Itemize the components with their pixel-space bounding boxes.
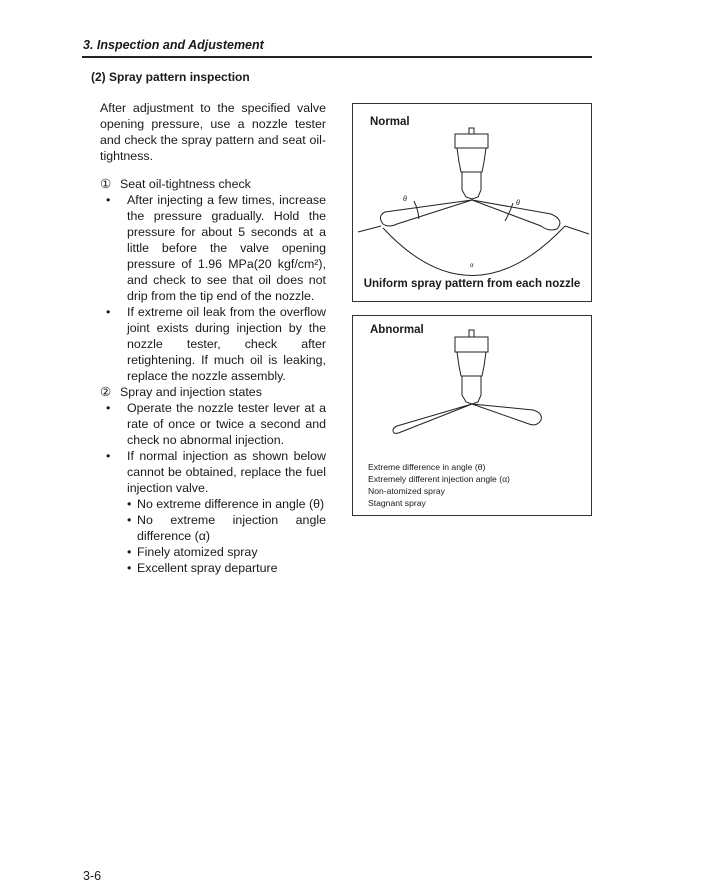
nozzle-body xyxy=(457,148,486,172)
bullet-text: If extreme oil leak from the overflow joint exists during injection by the nozzle tester, check after retightening. If much oil is leaking, replace the nozzle assembly. xyxy=(127,305,326,383)
item-2-bullet-1 xyxy=(106,400,326,448)
bullet-text: After injecting a few times, increase the pressure gradually. Hold the pressure for about 5 seconds at a little before the valve opening pressure of 1.96 MPa(20 kgf/cm²), and check to see that oil does not drip from the tip end of the nozzle. xyxy=(127,193,326,303)
spray-plume-left xyxy=(393,404,472,433)
figure-normal-label: Normal xyxy=(370,116,410,128)
nozzle-cap xyxy=(455,134,488,148)
figure-abnormal-label: Abnormal xyxy=(370,324,424,336)
sub-bullet-text: Excellent spray departure xyxy=(137,561,278,575)
bullet-text: Operate the nozzle tester lever at a rate of once or twice a second and check no abnormal injection. xyxy=(127,401,326,447)
section-rule xyxy=(82,56,592,58)
alpha-arc xyxy=(383,226,565,276)
sub-bullet-1 xyxy=(127,496,326,512)
spray-plume-right xyxy=(472,404,541,425)
normal-spray-diagram xyxy=(353,104,593,303)
nozzle-body xyxy=(457,352,486,376)
item-2-number: ② xyxy=(100,385,112,399)
section-title: 3. Inspection and Adjustement xyxy=(83,38,264,52)
sub-bullet-2 xyxy=(127,512,326,544)
alpha-label: α xyxy=(470,263,474,269)
intro-paragraph: After adjustment to the specified valve opening pressure, use a nozzle tester and check the spray pattern and seat oil-tightness. xyxy=(100,101,326,163)
nozzle-pin xyxy=(469,330,474,337)
left-column xyxy=(100,100,326,576)
bullet-dot: • xyxy=(106,193,111,207)
bullet-dot: • xyxy=(106,305,111,319)
bullet-dot: • xyxy=(106,449,111,463)
theta-mark-left xyxy=(414,201,419,219)
bullet-text: If normal injection as shown below cannot be obtained, replace the fuel injection valve. xyxy=(127,449,326,495)
item-1-heading xyxy=(100,176,326,192)
item-2-bullet-2 xyxy=(106,448,326,496)
sub-bullet-3 xyxy=(127,544,326,560)
item-1-bullet-1 xyxy=(106,192,326,304)
abnormal-condition: Extremely different injection angle (α) xyxy=(368,474,510,484)
item-1-bullet-2 xyxy=(106,304,326,384)
page-number: 3-6 xyxy=(83,869,102,883)
nozzle-cap xyxy=(455,337,488,352)
abnormal-conditions-list xyxy=(368,461,510,509)
sub-bullet-list xyxy=(127,496,326,576)
figure-normal xyxy=(352,103,592,302)
sub-bullet-dot: • xyxy=(127,497,132,511)
sub-bullet-dot: • xyxy=(127,561,132,575)
sub-bullet-text: No extreme difference in angle (θ) xyxy=(137,497,325,511)
nozzle-tip xyxy=(462,376,481,404)
sub-bullet-dot: • xyxy=(127,513,132,527)
abnormal-condition: Extreme difference in angle (θ) xyxy=(368,462,486,472)
sub-bullet-4 xyxy=(127,560,326,576)
reference-line-left xyxy=(358,226,381,232)
sub-bullet-text: No extreme injection angle difference (α) xyxy=(137,513,326,543)
nozzle-tip xyxy=(462,172,481,199)
abnormal-condition: Non-atomized spray xyxy=(368,486,445,496)
subsection-title: (2) Spray pattern inspection xyxy=(91,70,250,84)
figure-abnormal xyxy=(352,315,592,516)
theta-label-left: θ xyxy=(403,196,407,203)
abnormal-condition: Stagnant spray xyxy=(368,498,426,508)
item-1-number: ① xyxy=(100,177,112,191)
spray-plume-left xyxy=(380,200,472,226)
sub-bullet-text: Finely atomized spray xyxy=(137,545,258,559)
theta-label-right: θ xyxy=(516,200,520,207)
nozzle-pin xyxy=(469,128,474,134)
sub-bullet-dot: • xyxy=(127,545,132,559)
item-2-heading xyxy=(100,384,326,400)
bullet-dot: • xyxy=(106,401,111,415)
reference-line-right xyxy=(565,226,589,234)
figure-normal-caption: Uniform spray pattern from each nozzle xyxy=(363,278,581,290)
item-1-title: Seat oil-tightness check xyxy=(120,177,251,191)
item-2-title: Spray and injection states xyxy=(120,385,262,399)
